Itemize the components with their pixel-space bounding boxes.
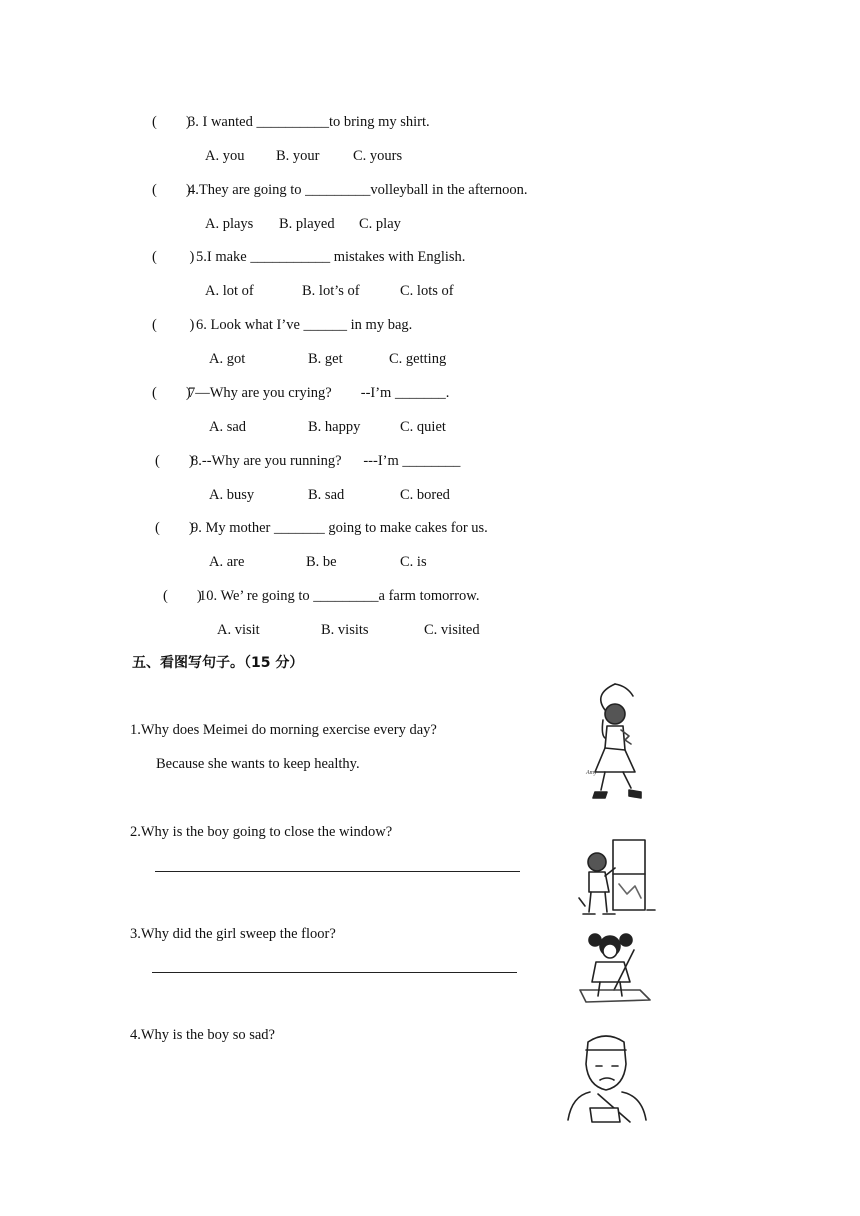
option-b: B. your [276,148,320,164]
option-b: B. happy [308,419,361,435]
option-c: C. play [359,216,401,232]
picture-caption: Amy [586,770,597,776]
option-c: C. getting [389,351,447,367]
option-a: A. plays [205,216,254,232]
answer-bracket[interactable]: ( ) [152,182,191,198]
answer-bracket[interactable]: ( ) [155,520,194,536]
option-b: B. visits [321,622,369,638]
question-stem: 5.I make ___________ mistakes with English. [196,249,466,265]
option-c: C. is [400,554,427,570]
question-stem: 4.They are going to _________volleyball in the afternoon. [188,182,528,198]
girl-exercising-illustration [575,680,655,805]
option-c: C. visited [424,622,480,638]
option-c: C. lots of [400,283,454,299]
section-title: 五、看图写句子。（15 分） [132,655,304,671]
option-a: A. got [209,351,246,367]
question-stem: 10. We’ re going to _________a farm tomorrow. [199,588,480,604]
option-a: A. busy [209,487,255,503]
question-stem: 3. I wanted __________to bring my shirt. [188,114,430,130]
question-text: 1.Why does Meimei do morning exercise every day? [130,722,437,738]
option-a: A. you [205,148,245,164]
question-text: 3.Why did the girl sweep the floor? [130,926,336,942]
option-b: B. get [308,351,343,367]
option-a: A. sad [209,419,247,435]
answer-bracket[interactable]: ( ) [152,249,195,265]
answer-bracket[interactable]: ( ) [152,114,191,130]
option-b: B. played [279,216,335,232]
answer-bracket[interactable]: ( ) [152,317,195,333]
option-b: B. lot’s of [302,283,360,299]
question-stem: 8.--Why are you running? ---I’m ________ [191,453,461,469]
question-text: 4.Why is the boy so sad? [130,1027,275,1043]
answer-line[interactable] [155,871,520,872]
answer-bracket[interactable]: ( ) [163,588,202,604]
answer-line[interactable] [152,972,517,973]
option-c: C. yours [353,148,403,164]
option-c: C. bored [400,487,450,503]
option-b: B. be [306,554,337,570]
question-stem: 7—Why are you crying? --I’m _______. [188,385,450,401]
question-text: 2.Why is the boy going to close the window? [130,824,393,840]
option-c: C. quiet [400,419,446,435]
answer-bracket[interactable]: ( ) [152,385,191,401]
answer-bracket[interactable]: ( ) [155,453,194,469]
option-b: B. sad [308,487,345,503]
option-a: A. are [209,554,245,570]
boy-closing-window-illustration [575,836,657,922]
option-a: A. visit [217,622,260,638]
girl-sweeping-illustration [570,930,660,1010]
option-a: A. lot of [205,283,254,299]
question-stem: 6. Look what I’ve ______ in my bag. [196,317,413,333]
answer-text: Because she wants to keep healthy. [156,756,360,772]
sad-boy-illustration [560,1030,655,1130]
question-stem: 9. My mother _______ going to make cakes for us. [191,520,488,536]
